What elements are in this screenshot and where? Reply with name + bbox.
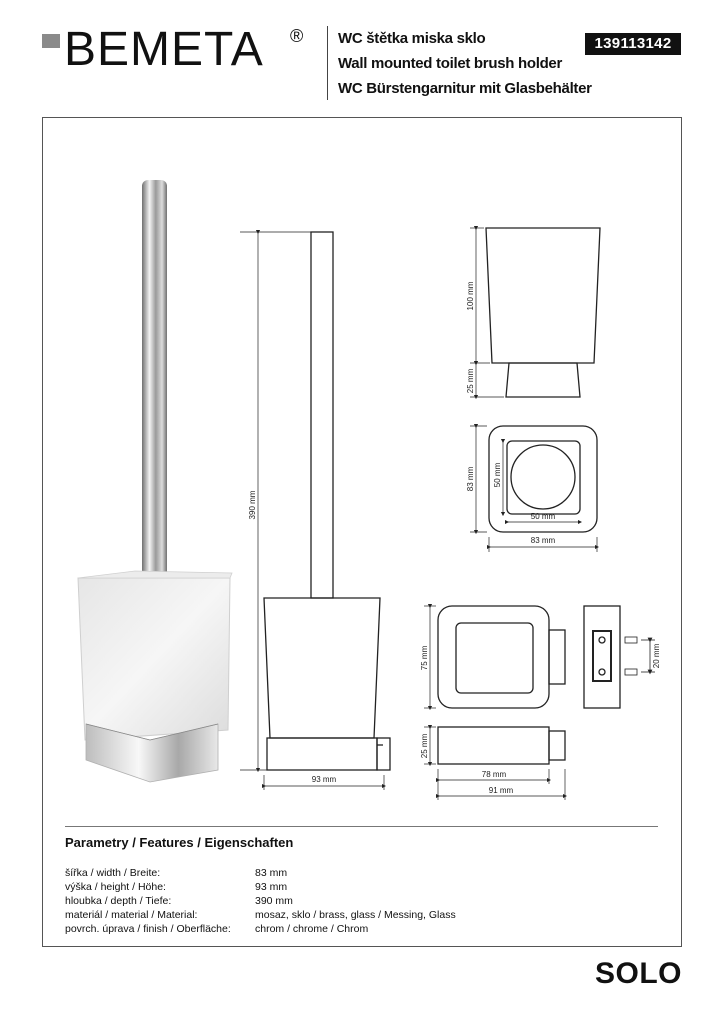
dim-390: 390 mm	[248, 490, 257, 520]
dim-20: 20 mm	[652, 643, 661, 669]
dim-78: 78 mm	[481, 770, 507, 779]
dim-50-horizontal: 50 mm	[530, 512, 556, 521]
param-value: 93 mm	[255, 881, 288, 893]
product-code-badge: 139113142	[585, 33, 681, 55]
param-value: 83 mm	[255, 867, 288, 879]
holder-front-view	[438, 606, 565, 708]
dim-25-cup: 25 mm	[466, 368, 475, 394]
dim-75: 75 mm	[420, 645, 429, 671]
brush-handle	[142, 180, 167, 600]
logo-wordmark: BEMETA	[64, 23, 264, 76]
product-photo	[78, 180, 232, 782]
param-label: materiál / material / Material:	[65, 909, 198, 921]
param-label: šířka / width / Breite:	[65, 867, 161, 879]
parameters-title: Parametry / Features / Eigenschaften	[65, 835, 294, 850]
param-value: chrom / chrome / Chrom	[255, 923, 369, 935]
front-view	[264, 232, 390, 770]
param-value: 390 mm	[255, 895, 293, 907]
wall-mount-view	[584, 606, 620, 708]
param-label: povrch. úprava / finish / Oberfläche:	[65, 923, 231, 935]
dim-93: 93 mm	[311, 775, 337, 784]
param-label: výška / height / Höhe:	[65, 881, 166, 893]
series-name: SOLO	[594, 957, 682, 990]
title-de: WC Bürstengarnitur mit Glasbehälter	[338, 80, 592, 97]
dim-91: 91 mm	[488, 786, 514, 795]
dim-83-horizontal: 83 mm	[530, 536, 556, 545]
dim-100: 100 mm	[466, 281, 475, 311]
screws-icon	[625, 637, 655, 675]
title-cz: WC štětka miska sklo	[338, 30, 486, 47]
cup-view	[486, 228, 600, 397]
param-value: mosaz, sklo / brass, glass / Messing, Glass	[255, 909, 456, 921]
parameters-divider	[65, 826, 658, 827]
dim-25-holder: 25 mm	[420, 733, 429, 759]
glass-cup	[78, 578, 230, 740]
title-en: Wall mounted toilet brush holder	[338, 55, 563, 72]
dim-83-vertical: 83 mm	[466, 466, 475, 492]
holder-side-view	[438, 727, 565, 764]
registered-mark: ®	[290, 26, 304, 46]
dim-50-vertical: 50 mm	[493, 462, 502, 488]
param-label: hloubka / depth / Tiefe:	[65, 895, 172, 907]
